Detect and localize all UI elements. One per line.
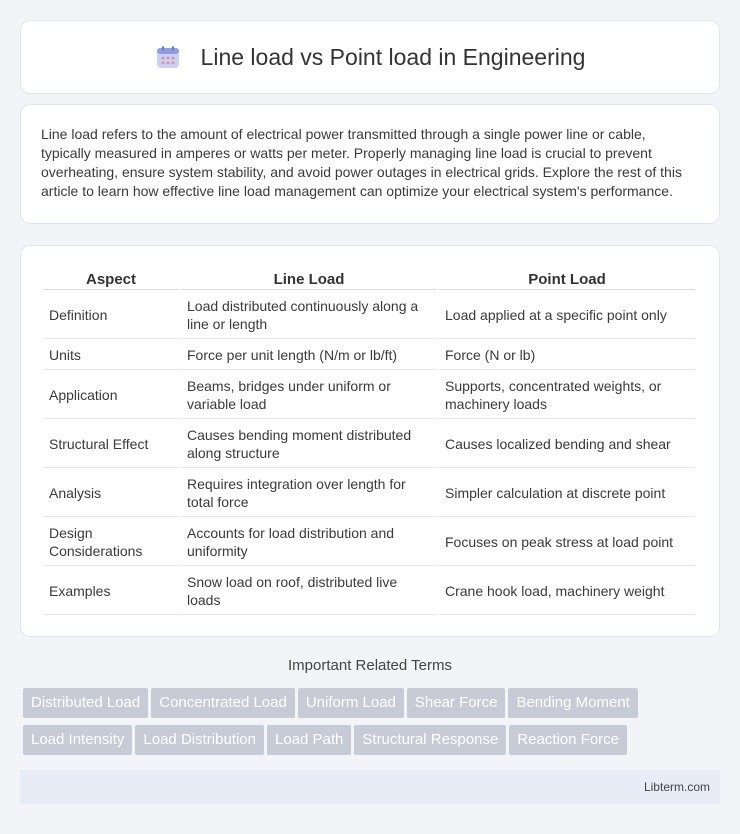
title-card: [20, 20, 720, 94]
cell-aspect: Examples: [43, 568, 179, 615]
header-aspect: Aspect: [43, 268, 179, 290]
cell-point-load: Force (N or lb): [439, 341, 695, 370]
cell-aspect: Definition: [43, 292, 179, 339]
table-row: [43, 421, 695, 468]
cell-point-load: Focuses on peak stress at load point: [439, 519, 695, 566]
table-row: [43, 341, 695, 370]
related-terms-tags: [23, 688, 723, 762]
cell-aspect: Units: [43, 341, 179, 370]
table-row: [43, 292, 695, 339]
tag-uniform-load[interactable]: Uniform Load: [298, 688, 404, 718]
table-row: [43, 568, 695, 615]
intro-text: Line load refers to the amount of electrical power transmitted through a single power line or cable, typically measured in amperes or watts per meter. Properly managing line load is crucial to prevent overheating, ensure system stability, and avoid power outages in electrical grids. Explore the rest of this article to learn how effective line load management can optimize your electrical system's performance.: [41, 126, 682, 199]
cell-point-load: Simpler calculation at discrete point: [439, 470, 695, 517]
calendar-grid-icon: [155, 44, 181, 70]
tag-concentrated-load[interactable]: Concentrated Load: [151, 688, 295, 718]
tag-load-distribution[interactable]: Load Distribution: [135, 725, 264, 755]
cell-line-load: Snow load on roof, distributed live loads: [181, 568, 437, 615]
footer: [20, 770, 720, 804]
cell-point-load: Supports, concentrated weights, or machinery loads: [439, 372, 695, 419]
table-row: [43, 470, 695, 517]
page-title: Line load vs Point load in Engineering: [200, 43, 586, 70]
cell-line-load: Force per unit length (N/m or lb/ft): [181, 341, 437, 370]
related-terms-title: Important Related Terms: [288, 657, 452, 674]
cell-line-load: Requires integration over length for total force: [181, 470, 437, 517]
tag-load-path[interactable]: Load Path: [267, 725, 351, 755]
cell-aspect: Application: [43, 372, 179, 419]
cell-point-load: Load applied at a specific point only: [439, 292, 695, 339]
header-point-load: Point Load: [439, 268, 695, 290]
tag-distributed-load[interactable]: Distributed Load: [23, 688, 148, 718]
intro-card: [20, 104, 720, 224]
cell-aspect: Analysis: [43, 470, 179, 517]
table-row: [43, 372, 695, 419]
cell-line-load: Beams, bridges under uniform or variable load: [181, 372, 437, 419]
header-line-load: Line Load: [181, 268, 437, 290]
table-header-row: [43, 268, 695, 290]
tag-structural-response[interactable]: Structural Response: [354, 725, 506, 755]
cell-aspect: Design Considerations: [43, 519, 179, 566]
tag-reaction-force[interactable]: Reaction Force: [509, 725, 627, 755]
comparison-card: [20, 245, 720, 637]
cell-line-load: Load distributed continuously along a line or length: [181, 292, 437, 339]
tag-bending-moment[interactable]: Bending Moment: [508, 688, 637, 718]
tag-load-intensity[interactable]: Load Intensity: [23, 725, 132, 755]
cell-line-load: Accounts for load distribution and uniformity: [181, 519, 437, 566]
table-row: [43, 519, 695, 566]
comparison-table: [41, 266, 697, 617]
cell-point-load: Causes localized bending and shear: [439, 421, 695, 468]
cell-line-load: Causes bending moment distributed along structure: [181, 421, 437, 468]
cell-aspect: Structural Effect: [43, 421, 179, 468]
footer-brand-link[interactable]: Libterm.com: [643, 780, 710, 794]
tag-shear-force[interactable]: Shear Force: [407, 688, 506, 718]
cell-point-load: Crane hook load, machinery weight: [439, 568, 695, 615]
